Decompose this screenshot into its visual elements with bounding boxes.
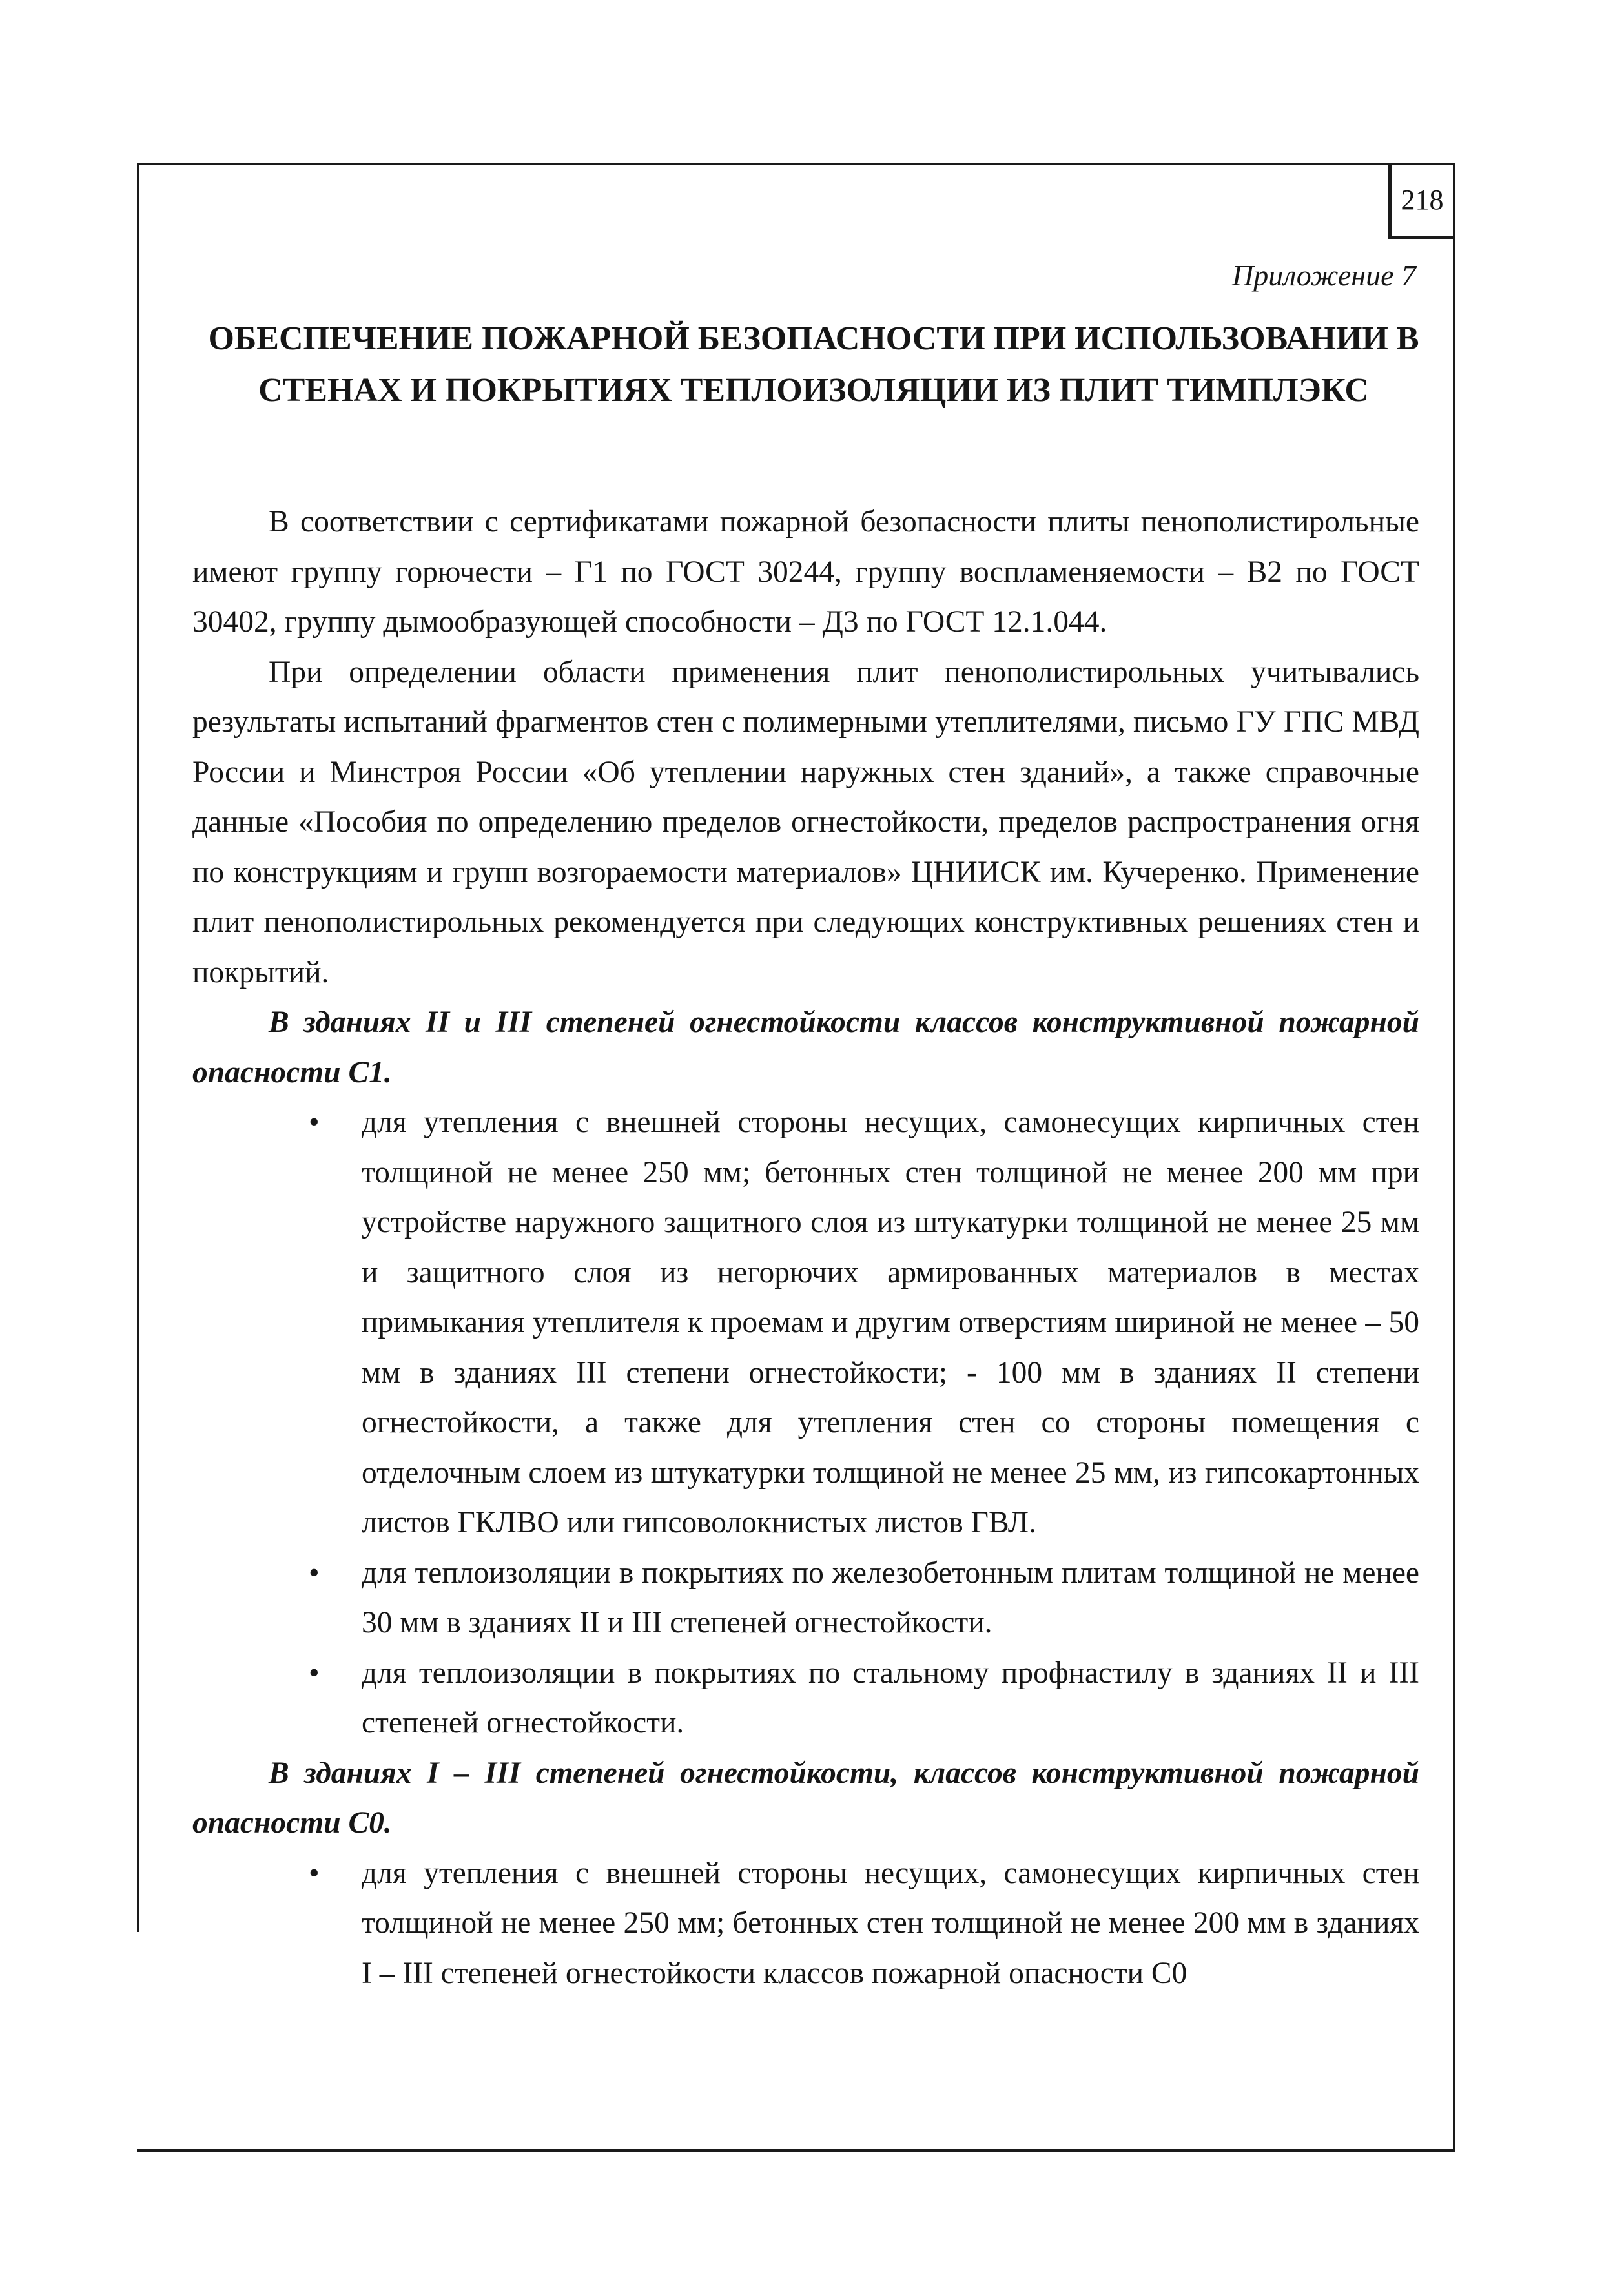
list-item — [309, 1849, 1419, 1999]
bullet-icon: • — [309, 1105, 320, 1139]
frame-left-border — [137, 163, 139, 1932]
list-item-text: для теплоизоляции в покрытиях по стальному профнастилу в зданиях II и III степеней огнестойкости. — [362, 1656, 1419, 1740]
frame-bottom-border — [137, 2149, 1455, 2152]
list-item — [309, 1098, 1419, 1548]
section-heading-c0: В зданиях I – III степеней огнестойкости, классов конструктивной пожарной опасности С0. — [192, 1756, 1419, 1840]
list-item — [309, 1649, 1419, 1749]
bullet-icon: • — [309, 1656, 320, 1690]
section-heading-c1: В зданиях II и III степеней огнестойкости классов конструктивной пожарной опасности С1. — [192, 1005, 1419, 1089]
bullet-icon: • — [309, 1856, 320, 1890]
basis-paragraph: При определении области применения плит пенополистирольных учитывались результаты испытаний фрагментов стен с полимерными утеплителями, письмо ГУ ГПС МВД России и Минстроя России «Об утеплении наружных стен зданий», а также справочные данные «Пособия по определению пределов огнестойкости, пределов распространения огня по конструкциям и групп возгораемости материалов» ЦНИИСК им. Кучеренко. Применение плит пенополистирольных рекомендуется при следующих конструктивных решениях стен и покрытий. — [192, 655, 1419, 989]
section-list-c0 — [192, 1849, 1419, 1999]
bullet-icon: • — [309, 1556, 320, 1590]
list-item-text: для утепления с внешней стороны несущих, самонесущих кирпичных стен толщиной не менее 250 мм; бетонных стен толщиной не менее 200 мм в зданиях I – III степеней огнестойкости классов пожарной опасности С0 — [362, 1856, 1419, 1990]
list-item-text: для теплоизоляции в покрытиях по железобетонным плитам толщиной не менее 30 мм в зданиях II и III степеней огнестойкости. — [362, 1556, 1419, 1640]
document-title: ОБЕСПЕЧЕНИЕ ПОЖАРНОЙ БЕЗОПАСНОСТИ ПРИ ИСПОЛЬЗОВАНИИ В СТЕНАХ И ПОКРЫТИЯХ ТЕПЛОИЗОЛЯЦИИ ИЗ ПЛИТ ТИМПЛЭКС — [208, 320, 1419, 409]
frame-top-border — [137, 163, 1455, 165]
document-body — [192, 497, 1419, 1999]
list-item-text: для утепления с внешней стороны несущих, самонесущих кирпичных стен толщиной не менее 250 мм; бетонных стен толщиной не менее 200 мм при устройстве наружного защитного слоя из штукатурки толщиной не менее 25 мм и защитного слоя из негорючих армированных материалов в местах примыкания утеплителя к проемам и другим отверстиям шириной не менее – 50 мм в зданиях III степени огнестойкости; - 100 мм в зданиях II степени огнестойкости, а также для утепления стен со стороны помещения с отделочным слоем из штукатурки толщиной не менее 25 мм, из гипсокартонных листов ГКЛВО или гипсоволокнистых листов ГВЛ. — [362, 1105, 1419, 1539]
intro-paragraph: В соответствии с сертификатами пожарной безопасности плиты пенополистирольные имеют группу горючести – Г1 по ГОСТ 30244, группу воспламеняемости – В2 по ГОСТ 30402, группу дымообразующей способности – Д3 по ГОСТ 12.1.044. — [192, 505, 1419, 639]
frame-right-border — [1453, 163, 1455, 2152]
page-number: 218 — [1388, 163, 1453, 239]
section-list-c1 — [192, 1098, 1419, 1749]
appendix-label: Приложение 7 — [1231, 259, 1416, 292]
list-item — [309, 1548, 1419, 1649]
